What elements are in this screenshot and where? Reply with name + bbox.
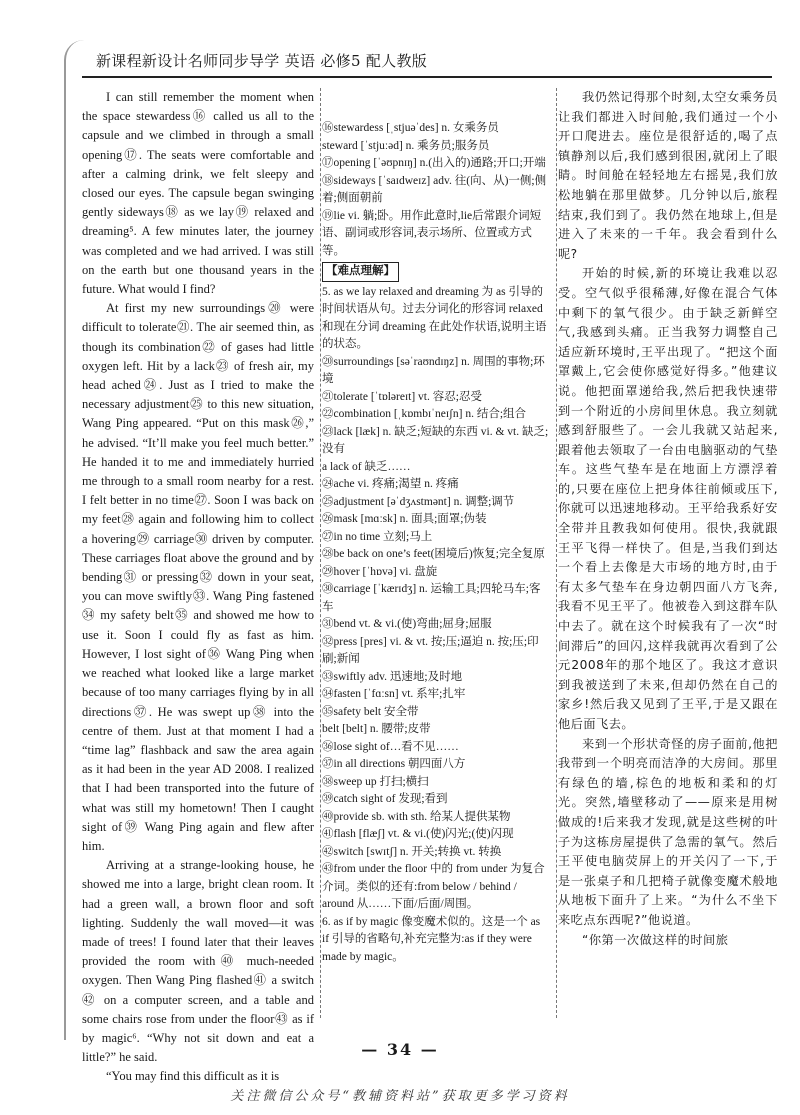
english-paragraph-1: I can still remember the moment when the space stewardess⑯ called us all to the capsule and we climbed in through a small opening⑰. The seats were comfortable and after a calming drink, we felt sleepy and closed our eyes. The capsule began swinging gently sideways⑱ as we lay⑲ relaxed and dreaming⁵. A few minutes later, the journey was completed and we had arrived. I was still on the earth but one thousand years in the future. What would I find?	[82, 90, 314, 297]
note-item: a lack of 缺乏……	[322, 460, 411, 473]
note-item: ㉔ache vi. 疼痛;渴望 n. 疼痛	[322, 478, 459, 490]
footer-note: 关注微信公众号“教辅资料站”获取更多学习资料	[230, 1089, 570, 1104]
header-rule	[82, 76, 772, 78]
chinese-text	[558, 88, 778, 950]
note-item: ㊴catch sight of 发现;看到	[322, 793, 448, 805]
note-item: ㊵provide sb. with sth. 给某人提供某物	[322, 810, 511, 823]
note-item: belt [belt] n. 腰带;皮带	[322, 723, 431, 735]
chinese-paragraph-2: 开始的时候,新的环境让我难以忍受。空气似乎很稀薄,好像在混合气体中剩下的氧气很少。由于缺乏新鲜空气,我感到头痛。正当我努力调整自己适应新环境时,王平出现了。“把这个面罩戴上,它会使你感觉好得多。”他建议说。他把面罩递给我,然后把我快速带到一个附近的小房间里休息。我立刻就感到舒服些了。一会儿我就又站起来,跟着他去领取了一台由电脑驱动的气垫车。这些气垫车是在地面上方漂浮着的,只要在座位上把身体往前倾或压下,你就可以迅速地移动。王平给我系好安全带并且教我如何使用。很快,我就跟王平飞得一样快了。但是,当我们到达一个看上去像是大市场的地方时,由于有太多气垫车在身边朝四面八方飞奔,我看不见王平了。他被卷入到这群车队中去了。就在这个时候我有了一次“时间滞后”的回闪,这样我就再次看到了公元2008年的那个地区了。我这才意识到我被送到了未来,但却仍然在自己的家乡!然后我又见到了王平,于是又跟在他后面飞去。	[558, 266, 778, 731]
page-edge-curve	[64, 40, 84, 1040]
note-item: ⑲lie vi. 躺;卧。用作此意时,lie后常跟介词短语、副词或形容词,表示场所、位置或方式等。	[322, 209, 542, 257]
english-paragraph-2: At first my new surroundings⑳ were difficult to tolerate㉑. The air seemed thin, as though its combination㉒ of gases had little oxygen left. Hit by a lack㉓ of fresh air, my head ached㉔. Just as I tried to make the necessary adjustment㉕ to this new situation, Wang Ping appeared. “Put on this mask㉖,” he advised. “It’ll make you feel much better.” He handed it to me and immediately hurried me through to a small room nearby for a rest. I felt better in no time㉗. Soon I was back on my feet㉘ again and following him to collect a hovering㉙ carriage㉚ driven by computer. These carriages float above the ground and by bending㉛ or pressing㉜ down in your seat, you can move swiftly㉝. Wang Ping fastened㉞ my safety belt㉟ and showed me how to use it. Soon I could fly as fast as him. However, I lost sight of㊱ Wang Ping when we reached what looked like a large market because of too many carriages flying by in all directions㊲. He was swept up㊳ into the centre of them. Just at that moment I had a “time lag” flashback and saw the area again as it had been in the year AD 2008. I realized that I had been transported into the future of what was still my hometown! Then I caught sight of㊴ Wang Ping again and flew after him.	[82, 301, 314, 853]
note-item: ㊱lose sight of…看不见……	[322, 740, 459, 753]
chinese-paragraph-1: 我仍然记得那个时刻,太空女乘务员让我们都进入时间舱,我们通过一个小开口爬进去。座位是很舒适的,喝了点镇静剂以后,我们感到很困,就闭上了眼睛。时间舱在轻轻地左右摇晃,我们放松地躺在那里做梦。几分钟以后,旅程结束,我们到了。我仍然在地球上,但是进入了未来的一千年。我会看到什么呢?	[558, 90, 778, 261]
english-paragraph-3: Arriving at a strange-looking house, he showed me into a large, bright clean room. It had a green wall, a brown floor and soft lighting. Suddenly the wall moved—it was made of trees! I found later that their leaves provided the room with㊵ much-needed oxygen. Then Wang Ping flashed㊶ a switch㊷ on a computer screen, and a table and some chairs rose from under the floor㊸ as if by magic⁶. “Why not sit down and eat a little?” he said.	[82, 858, 314, 1065]
page-number: — 34 —	[361, 1040, 439, 1059]
chinese-column	[552, 88, 778, 1018]
note-item: ㊳sweep up 打扫;横扫	[322, 775, 429, 788]
note-item: ⑱sideways [ˈsaɪdweɪz] adv. 往(向、从)一侧;侧着;侧面朝前	[322, 174, 547, 204]
note-item: ㉟safety belt 安全带	[322, 705, 419, 718]
note-item: ㉘be back on one’s feet(困境后)恢复;完全复原	[322, 548, 545, 560]
english-column	[82, 88, 321, 1084]
note-item: 5. as we lay relaxed and dreaming 为 as 引导的时间状语从句。过去分词化的形容词 relaxed 和现在分词 dreaming 在此处作状语,说明主语的状态。	[322, 285, 547, 350]
note-item: ㊷switch [swɪtʃ] n. 开关;转换 vt. 转换	[322, 845, 502, 858]
note-item: ⑰opening [ˈəʊpnɪŋ] n.(出入的)通路;开口;开端	[322, 157, 546, 169]
note-item: ㉖mask [mɑːsk] n. 面具;面罩;伪装	[322, 513, 487, 525]
chinese-paragraph-4: “你第一次做这样的时间旅	[582, 932, 729, 947]
note-item: ㊶flash [flæʃ] vt. & vi.(使)闪光;(使)闪现	[322, 828, 514, 840]
note-item: ㉓lack [læk] n. 缺乏;短缺的东西 vi. & vt. 缺乏;没有	[322, 425, 549, 455]
note-item: ⑯stewardess [ˌstjuəˈdes] n. 女乘务员	[322, 122, 499, 134]
english-text	[82, 88, 314, 1087]
note-item: ⑳surroundings [səˈraʊndɪŋz] n. 周围的事物;环境	[322, 355, 545, 385]
note-item: ㊲in all directions 朝四面八方	[322, 758, 466, 770]
note-item: ㉕adjustment [əˈdʒʌstmənt] n. 调整;调节	[322, 495, 515, 508]
note-item: ㉙hover [ˈhɒvə] vi. 盘旋	[322, 565, 438, 578]
notes-section-heading: 【难点理解】	[322, 262, 399, 282]
note-item: ㉜press [pres] vi. & vt. 按;压;逼迫 n. 按;压;印刷;新闻	[322, 635, 539, 665]
note-item: steward [ˈstjuːəd] n. 乘务员;服务员	[322, 139, 490, 152]
header-title: 新课程新设计名师同步导学 英语 必修5 配人教版	[96, 52, 428, 70]
note-item: ㉚carriage [ˈkærɪdʒ] n. 运输工具;四轮马车;客车	[322, 583, 541, 613]
page-header	[82, 44, 760, 74]
note-item: ㉛bend vt. & vi.(使)弯曲;屈身;屈服	[322, 618, 492, 630]
note-item: ㉝swiftly adv. 迅速地;及时地	[322, 670, 463, 683]
note-item: ㉒combination [ˌkɒmbɪˈneɪʃn] n. 结合;组合	[322, 408, 527, 420]
notes-column	[316, 88, 557, 1018]
vocabulary-notes	[322, 120, 550, 966]
english-paragraph-4: “You may find this difficult as it is	[106, 1069, 280, 1084]
note-item: ㉗in no time 立刻;马上	[322, 530, 433, 543]
note-item: ㉑tolerate [ˈtɒləreɪt] vt. 容忍;忍受	[322, 390, 482, 403]
chinese-paragraph-3: 来到一个形状奇怪的房子面前,他把我带到一个明亮而洁净的大房间。那里有绿色的墙,棕色的地板和柔和的灯光。突然,墙壁移动了——原来是用树做成的!后来我才发现,就是这些树的叶子为这栋房屋提供了急需的氧气。然后王平使电脑荧屏上的开关闪了一下,于是一张桌子和几把椅子就像变魔术般地从地板下面升了上来。“为什么不坐下来吃点东西呢?”他说道。	[558, 736, 778, 927]
note-item: 6. as if by magic 像变魔术似的。这是一个 as if 引导的省略句,补充完整为:as if they were made by magic。	[322, 915, 541, 963]
note-item: ㉞fasten [ˈfɑːsn] vt. 系牢;扎牢	[322, 688, 466, 700]
note-item: ㊸from under the floor 中的 from under 为复合介词。类似的还有:from below / behind / around 从……下面/后面/周围。	[322, 863, 545, 910]
